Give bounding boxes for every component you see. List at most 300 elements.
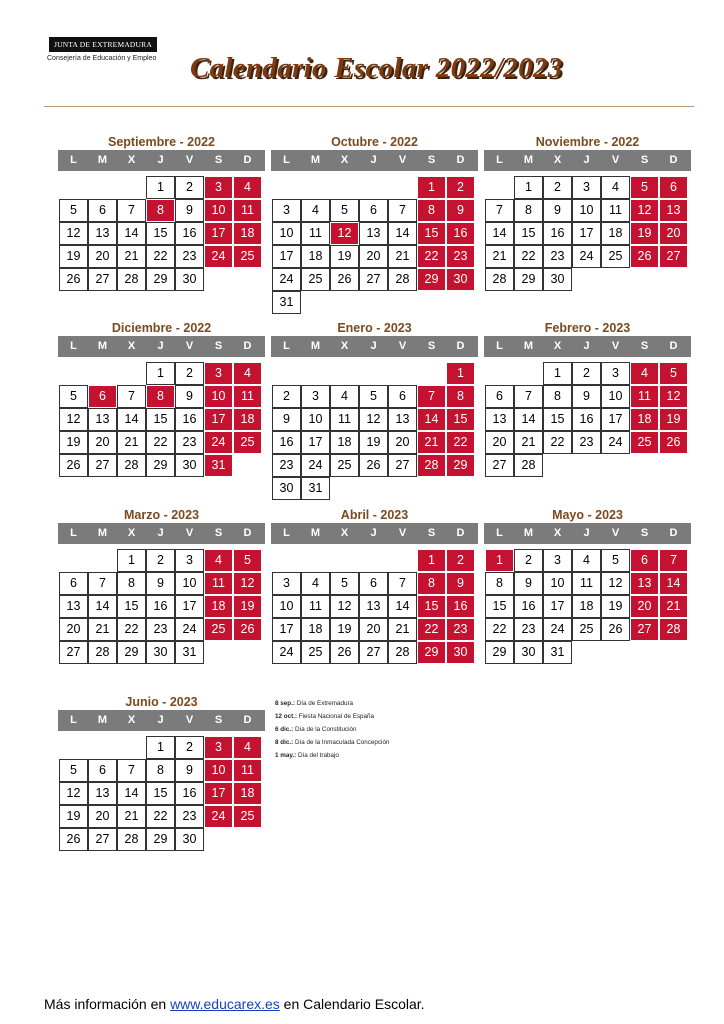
- day-cell: 15: [146, 408, 175, 431]
- weekday-label: X: [553, 527, 562, 539]
- day-cell: 20: [359, 618, 388, 641]
- day-cell: 12: [59, 782, 88, 805]
- note-text: Fiesta Nacional de España: [298, 713, 375, 720]
- weekday-label: S: [427, 527, 436, 539]
- holiday-day-cell: 18: [233, 222, 262, 245]
- day-cell: 28: [388, 641, 417, 664]
- day-cell: 9: [175, 199, 204, 222]
- day-cell: 4: [301, 199, 330, 222]
- weekday-label: D: [456, 340, 465, 352]
- weekday-label: V: [185, 154, 194, 166]
- day-cell: 9: [272, 408, 301, 431]
- holiday-day-cell: 27: [659, 245, 688, 268]
- holiday-note: [275, 736, 389, 749]
- day-cell: 2: [514, 549, 543, 572]
- day-cell: 7: [388, 199, 417, 222]
- day-cell: 29: [146, 828, 175, 851]
- holiday-day-cell: 25: [233, 805, 262, 828]
- weekday-label: D: [243, 340, 252, 352]
- weekday-label: X: [127, 154, 136, 166]
- day-cell: 8: [485, 572, 514, 595]
- weekday-header: [271, 336, 478, 357]
- holiday-day-cell: 14: [659, 572, 688, 595]
- weekday-label: S: [214, 714, 223, 726]
- day-cell: 17: [572, 222, 601, 245]
- day-cell: 12: [359, 408, 388, 431]
- holiday-day-cell: 12: [659, 385, 688, 408]
- day-cell: 10: [301, 408, 330, 431]
- day-cell: 31: [301, 477, 330, 500]
- holiday-day-cell: 11: [233, 199, 262, 222]
- holiday-day-cell: 3: [204, 362, 233, 385]
- footer-info: [44, 996, 425, 1012]
- month-title: Marzo - 2023: [123, 508, 200, 522]
- day-cell: 14: [388, 595, 417, 618]
- day-cell: 31: [175, 641, 204, 664]
- weekday-label: L: [496, 340, 503, 352]
- day-cell: 24: [175, 618, 204, 641]
- day-cell: 14: [117, 222, 146, 245]
- day-cell: 28: [117, 454, 146, 477]
- holiday-day-cell: 14: [417, 408, 446, 431]
- day-cell: 23: [175, 245, 204, 268]
- day-cell: 3: [301, 385, 330, 408]
- day-cell: 4: [601, 176, 630, 199]
- day-cell: 16: [514, 595, 543, 618]
- day-cell: 13: [359, 222, 388, 245]
- day-cell: 24: [543, 618, 572, 641]
- day-cell: 3: [175, 549, 204, 572]
- holiday-day-cell: 4: [630, 362, 659, 385]
- weekday-label: M: [310, 527, 321, 539]
- holiday-day-cell: 20: [630, 595, 659, 618]
- weekday-header: [58, 523, 265, 544]
- day-cell: 14: [88, 595, 117, 618]
- day-cell: 21: [388, 245, 417, 268]
- day-cell: 7: [88, 572, 117, 595]
- day-cell: 7: [485, 199, 514, 222]
- page-title: Calendario Escolar 2022/2023: [190, 52, 563, 84]
- weekday-label: M: [523, 154, 534, 166]
- day-cell: 18: [572, 595, 601, 618]
- day-cell: 2: [272, 385, 301, 408]
- day-cell: 13: [59, 595, 88, 618]
- weekday-label: L: [496, 154, 503, 166]
- day-cell: 28: [88, 641, 117, 664]
- holiday-day-cell: 12: [330, 222, 359, 245]
- weekday-header: [271, 150, 478, 171]
- holiday-note: [275, 710, 389, 723]
- day-cell: 3: [272, 572, 301, 595]
- holiday-day-cell: 12: [630, 199, 659, 222]
- note-text: Día del trabajo: [297, 752, 339, 759]
- day-cell: 22: [485, 618, 514, 641]
- holiday-day-cell: 29: [446, 454, 475, 477]
- weekday-label: V: [398, 527, 407, 539]
- day-cell: 16: [272, 431, 301, 454]
- day-cell: 2: [175, 362, 204, 385]
- holiday-day-cell: 2: [446, 549, 475, 572]
- day-cell: 27: [359, 268, 388, 291]
- day-cell: 2: [175, 176, 204, 199]
- day-cell: 12: [330, 595, 359, 618]
- weekday-label: S: [214, 527, 223, 539]
- day-cell: 11: [572, 572, 601, 595]
- day-cell: 16: [175, 408, 204, 431]
- holiday-day-cell: 25: [233, 245, 262, 268]
- holiday-day-cell: 4: [233, 736, 262, 759]
- day-cell: 21: [88, 618, 117, 641]
- day-cell: 9: [514, 572, 543, 595]
- holiday-day-cell: 1: [417, 549, 446, 572]
- day-cell: 23: [175, 805, 204, 828]
- day-cell: 6: [388, 385, 417, 408]
- holiday-day-cell: 1: [446, 362, 475, 385]
- day-cell: 27: [359, 641, 388, 664]
- holiday-day-cell: 23: [446, 618, 475, 641]
- weekday-label: D: [669, 340, 678, 352]
- weekday-label: J: [583, 527, 590, 539]
- day-cell: 13: [388, 408, 417, 431]
- day-cell: 29: [146, 268, 175, 291]
- day-cell: 1: [514, 176, 543, 199]
- weekday-label: S: [640, 340, 649, 352]
- holiday-day-cell: 28: [417, 454, 446, 477]
- holiday-day-cell: 10: [204, 759, 233, 782]
- holiday-day-cell: 8: [417, 199, 446, 222]
- day-cell: 24: [601, 431, 630, 454]
- day-cell: 20: [88, 805, 117, 828]
- day-cell: 21: [117, 245, 146, 268]
- holiday-day-cell: 29: [417, 268, 446, 291]
- note-text: Día de la Inmaculada Concepción: [294, 739, 390, 746]
- holiday-day-cell: 29: [417, 641, 446, 664]
- holiday-day-cell: 5: [630, 176, 659, 199]
- day-cell: 24: [272, 641, 301, 664]
- weekday-label: V: [398, 340, 407, 352]
- holiday-day-cell: 6: [659, 176, 688, 199]
- holiday-day-cell: 11: [233, 759, 262, 782]
- weekday-label: J: [157, 154, 164, 166]
- day-cell: 22: [146, 805, 175, 828]
- day-cell: 26: [59, 268, 88, 291]
- day-cell: 2: [543, 176, 572, 199]
- day-cell: 8: [146, 759, 175, 782]
- day-cell: 10: [175, 572, 204, 595]
- weekday-label: M: [310, 340, 321, 352]
- day-cell: 20: [59, 618, 88, 641]
- day-cell: 7: [117, 385, 146, 408]
- day-cell: 4: [330, 385, 359, 408]
- weekday-label: M: [310, 154, 321, 166]
- day-cell: 13: [485, 408, 514, 431]
- weekday-label: X: [553, 154, 562, 166]
- holiday-day-cell: 20: [659, 222, 688, 245]
- day-cell: 4: [301, 572, 330, 595]
- day-cell: 17: [272, 245, 301, 268]
- month-title: Noviembre - 2022: [535, 135, 640, 149]
- day-cell: 3: [272, 199, 301, 222]
- day-cell: 17: [601, 408, 630, 431]
- day-cell: 25: [301, 268, 330, 291]
- day-cell: 5: [59, 759, 88, 782]
- holiday-day-cell: 19: [659, 408, 688, 431]
- weekday-label: X: [127, 527, 136, 539]
- holiday-day-cell: 26: [659, 431, 688, 454]
- weekday-header: [484, 150, 691, 171]
- weekday-label: S: [214, 154, 223, 166]
- day-cell: 27: [88, 454, 117, 477]
- day-cell: 12: [59, 222, 88, 245]
- month-title: Abril - 2023: [340, 508, 409, 522]
- day-cell: 21: [514, 431, 543, 454]
- holiday-day-cell: 5: [233, 549, 262, 572]
- holiday-day-cell: 22: [446, 431, 475, 454]
- holiday-day-cell: 23: [446, 245, 475, 268]
- holiday-day-cell: 10: [204, 385, 233, 408]
- day-cell: 9: [175, 385, 204, 408]
- day-cell: 25: [601, 245, 630, 268]
- day-cell: 19: [59, 805, 88, 828]
- weekday-label: S: [640, 527, 649, 539]
- holiday-day-cell: 12: [233, 572, 262, 595]
- day-cell: 10: [272, 595, 301, 618]
- holiday-day-cell: 13: [630, 572, 659, 595]
- holiday-day-cell: 15: [446, 408, 475, 431]
- weekday-label: J: [157, 714, 164, 726]
- day-cell: 15: [117, 595, 146, 618]
- day-cell: 8: [543, 385, 572, 408]
- note-date: 12 oct.:: [275, 713, 298, 720]
- day-cell: 22: [117, 618, 146, 641]
- day-cell: 15: [543, 408, 572, 431]
- weekday-label: X: [340, 527, 349, 539]
- day-cell: 20: [88, 431, 117, 454]
- day-cell: 13: [359, 595, 388, 618]
- holiday-day-cell: 17: [204, 222, 233, 245]
- day-cell: 21: [117, 431, 146, 454]
- weekday-label: V: [611, 340, 620, 352]
- day-cell: 1: [117, 549, 146, 572]
- weekday-label: J: [157, 527, 164, 539]
- day-cell: 30: [146, 641, 175, 664]
- weekday-label: S: [427, 340, 436, 352]
- holiday-day-cell: 10: [204, 199, 233, 222]
- day-cell: 17: [543, 595, 572, 618]
- weekday-label: J: [157, 340, 164, 352]
- weekday-label: L: [70, 340, 77, 352]
- day-cell: 10: [272, 222, 301, 245]
- day-cell: 17: [301, 431, 330, 454]
- day-cell: 20: [88, 245, 117, 268]
- month-title: Septiembre - 2022: [108, 135, 215, 149]
- day-cell: 17: [175, 595, 204, 618]
- holiday-note: [275, 723, 389, 736]
- day-cell: 23: [175, 431, 204, 454]
- weekday-label: D: [669, 154, 678, 166]
- day-cell: 18: [301, 618, 330, 641]
- day-cell: 7: [514, 385, 543, 408]
- weekday-label: J: [370, 527, 377, 539]
- weekday-header: [484, 523, 691, 544]
- weekday-label: M: [97, 714, 108, 726]
- holiday-day-cell: 31: [204, 454, 233, 477]
- day-cell: 11: [330, 408, 359, 431]
- holiday-day-cell: 16: [446, 595, 475, 618]
- day-cell: 31: [272, 291, 301, 314]
- day-cell: 25: [572, 618, 601, 641]
- holiday-day-cell: 19: [630, 222, 659, 245]
- day-cell: 16: [175, 782, 204, 805]
- day-cell: 14: [388, 222, 417, 245]
- day-cell: 8: [117, 572, 146, 595]
- weekday-label: V: [185, 714, 194, 726]
- holiday-day-cell: 18: [233, 408, 262, 431]
- day-cell: 14: [117, 408, 146, 431]
- day-cell: 29: [146, 454, 175, 477]
- weekday-label: L: [283, 527, 290, 539]
- holiday-day-cell: 5: [659, 362, 688, 385]
- weekday-label: M: [97, 154, 108, 166]
- holiday-day-cell: 8: [446, 385, 475, 408]
- weekday-label: L: [70, 527, 77, 539]
- weekday-label: X: [553, 340, 562, 352]
- weekday-header: [58, 710, 265, 731]
- weekday-label: L: [283, 340, 290, 352]
- holiday-day-cell: 8: [417, 572, 446, 595]
- holiday-day-cell: 18: [233, 782, 262, 805]
- educarex-link[interactable]: www.educarex.es: [170, 996, 280, 1012]
- day-cell: 21: [117, 805, 146, 828]
- holiday-day-cell: 4: [233, 176, 262, 199]
- day-cell: 4: [572, 549, 601, 572]
- day-cell: 9: [543, 199, 572, 222]
- day-cell: 28: [388, 268, 417, 291]
- holiday-day-cell: 28: [659, 618, 688, 641]
- holiday-day-cell: 1: [485, 549, 514, 572]
- holiday-notes: [275, 697, 389, 762]
- day-cell: 6: [88, 199, 117, 222]
- holiday-day-cell: 27: [630, 618, 659, 641]
- holiday-day-cell: 15: [417, 222, 446, 245]
- month-title: Octubre - 2022: [331, 135, 418, 149]
- day-cell: 14: [117, 782, 146, 805]
- day-cell: 17: [272, 618, 301, 641]
- day-cell: 15: [146, 782, 175, 805]
- holiday-note: [275, 697, 389, 710]
- holiday-day-cell: 21: [417, 431, 446, 454]
- day-cell: 15: [146, 222, 175, 245]
- day-cell: 5: [59, 385, 88, 408]
- holiday-day-cell: 24: [204, 431, 233, 454]
- day-cell: 23: [146, 618, 175, 641]
- day-cell: 24: [301, 454, 330, 477]
- holiday-day-cell: 17: [204, 782, 233, 805]
- day-cell: 10: [543, 572, 572, 595]
- note-text: Día de Extremadura: [296, 700, 354, 707]
- day-cell: 11: [301, 222, 330, 245]
- day-cell: 26: [59, 454, 88, 477]
- weekday-label: M: [523, 340, 534, 352]
- weekday-label: J: [583, 154, 590, 166]
- day-cell: 30: [514, 641, 543, 664]
- day-cell: 29: [485, 641, 514, 664]
- day-cell: 19: [330, 618, 359, 641]
- holiday-day-cell: 19: [233, 595, 262, 618]
- note-date: 8 sep.:: [275, 700, 295, 707]
- day-cell: 28: [485, 268, 514, 291]
- day-cell: 6: [59, 572, 88, 595]
- day-cell: 24: [272, 268, 301, 291]
- day-cell: 13: [88, 222, 117, 245]
- day-cell: 27: [485, 454, 514, 477]
- holiday-day-cell: 30: [446, 641, 475, 664]
- holiday-day-cell: 21: [659, 595, 688, 618]
- day-cell: 22: [543, 431, 572, 454]
- holiday-day-cell: 11: [204, 572, 233, 595]
- weekday-label: D: [243, 154, 252, 166]
- day-cell: 16: [572, 408, 601, 431]
- day-cell: 25: [301, 641, 330, 664]
- weekday-label: L: [283, 154, 290, 166]
- day-cell: 28: [117, 828, 146, 851]
- day-cell: 30: [175, 268, 204, 291]
- day-cell: 15: [485, 595, 514, 618]
- day-cell: 13: [88, 782, 117, 805]
- weekday-label: J: [370, 340, 377, 352]
- weekday-label: X: [127, 714, 136, 726]
- weekday-header: [271, 523, 478, 544]
- weekday-label: V: [185, 340, 194, 352]
- day-cell: 11: [601, 199, 630, 222]
- day-cell: 18: [301, 245, 330, 268]
- holiday-day-cell: 7: [659, 549, 688, 572]
- weekday-label: D: [669, 527, 678, 539]
- holiday-day-cell: 25: [233, 431, 262, 454]
- institution-subtitle: Consejería de Educación y Empleo: [47, 55, 157, 62]
- day-cell: 23: [272, 454, 301, 477]
- day-cell: 19: [59, 431, 88, 454]
- holiday-day-cell: 6: [88, 385, 117, 408]
- day-cell: 29: [514, 268, 543, 291]
- day-cell: 22: [146, 245, 175, 268]
- holiday-day-cell: 22: [417, 245, 446, 268]
- day-cell: 20: [388, 431, 417, 454]
- weekday-label: X: [340, 340, 349, 352]
- holiday-day-cell: 24: [204, 245, 233, 268]
- weekday-header: [58, 336, 265, 357]
- holiday-day-cell: 22: [417, 618, 446, 641]
- day-cell: 1: [543, 362, 572, 385]
- weekday-header: [58, 150, 265, 171]
- day-cell: 23: [543, 245, 572, 268]
- day-cell: 12: [59, 408, 88, 431]
- weekday-label: D: [243, 527, 252, 539]
- day-cell: 5: [330, 572, 359, 595]
- weekday-label: M: [97, 527, 108, 539]
- month-title: Enero - 2023: [337, 321, 412, 335]
- weekday-label: D: [456, 154, 465, 166]
- day-cell: 6: [359, 572, 388, 595]
- holiday-day-cell: 8: [146, 385, 175, 408]
- holiday-day-cell: 24: [204, 805, 233, 828]
- holiday-day-cell: 25: [630, 431, 659, 454]
- holiday-day-cell: 2: [446, 176, 475, 199]
- holiday-day-cell: 13: [659, 199, 688, 222]
- weekday-label: D: [243, 714, 252, 726]
- holiday-day-cell: 3: [204, 176, 233, 199]
- day-cell: 12: [601, 572, 630, 595]
